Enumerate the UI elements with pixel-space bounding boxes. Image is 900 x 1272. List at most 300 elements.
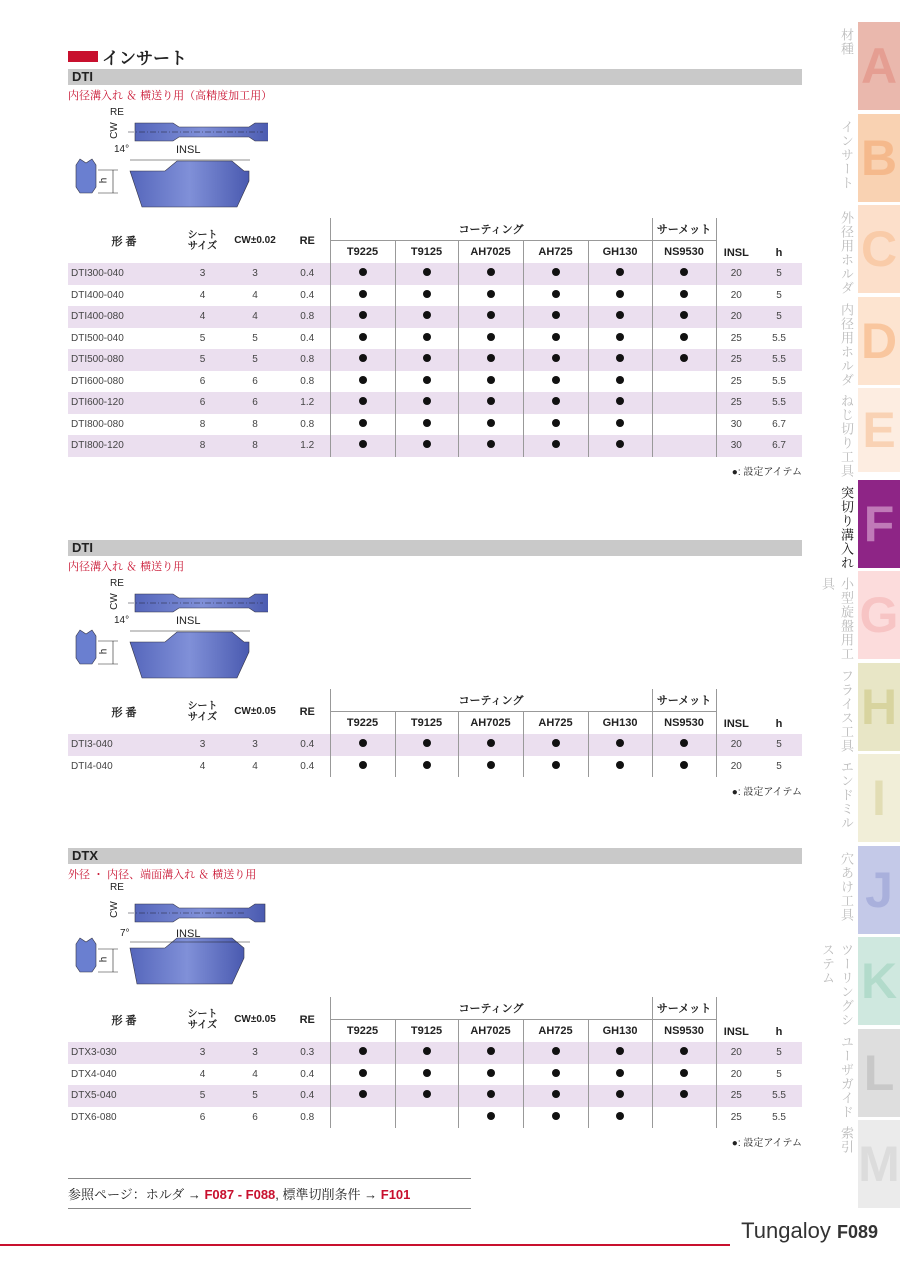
available-dot-icon: [487, 761, 495, 769]
available-dot-icon: [616, 1090, 624, 1098]
grade-cell: [523, 435, 588, 457]
available-dot-icon: [423, 290, 431, 298]
insl-cell: 25: [716, 1085, 756, 1107]
col-grade-ns9530: NS9530: [652, 1019, 716, 1042]
grade-cell: [523, 328, 588, 350]
grade-cell: [652, 734, 716, 756]
col-grade-t9225: T9225: [330, 240, 395, 263]
table-row: [68, 306, 802, 328]
insl-cell: 20: [716, 306, 756, 328]
size-cell: 3: [180, 263, 225, 285]
cutting-conditions-link[interactable]: F101: [380, 1187, 411, 1202]
grade-cell: [395, 756, 458, 778]
available-dot-icon: [359, 1090, 367, 1098]
grade-cell: [523, 349, 588, 371]
available-dot-icon: [487, 1069, 495, 1077]
model-cell: DTI4-040: [71, 760, 113, 772]
table-row: [68, 756, 802, 778]
cw-label: CW: [108, 122, 120, 139]
insl-cell: 20: [716, 285, 756, 307]
table-row: [68, 1064, 802, 1086]
size-cell: 6: [199, 375, 206, 387]
available-dot-icon: [552, 739, 560, 747]
grade-cell: [458, 392, 523, 414]
col-grade-t9125: T9125: [395, 1019, 458, 1042]
grade-cell: [588, 756, 652, 778]
grade-cell: [652, 756, 716, 778]
grade-cell: [330, 371, 395, 393]
model-cell: DTI300-040: [68, 263, 180, 285]
available-dot-icon: [616, 419, 624, 427]
insert-table: [68, 218, 802, 457]
cw-cell: 4: [252, 289, 258, 301]
insl-cell: 20: [716, 1064, 756, 1086]
available-dot-icon: [359, 311, 367, 319]
col-grade-t9125: T9125: [395, 240, 458, 263]
available-dot-icon: [552, 1047, 560, 1055]
grade-cell: [652, 371, 716, 393]
col-seat-size: シート サイズ: [187, 1008, 218, 1031]
insert-diagram: [68, 103, 802, 218]
grade-cell: [458, 371, 523, 393]
brand-name: Tungaloy: [741, 1218, 831, 1243]
available-dot-icon: [359, 354, 367, 362]
available-dot-icon: [680, 1047, 688, 1055]
col-grade-ah725: AH725: [523, 240, 588, 263]
col-insl: INSL: [716, 997, 756, 1042]
side-tab-label[interactable]: ツーリングシステム: [820, 943, 854, 1027]
tab-letter: F: [863, 495, 895, 552]
size-cell: 5: [180, 1085, 225, 1107]
grade-cell: [652, 435, 716, 457]
col-grade-ah7025: AH7025: [458, 711, 523, 734]
table-row: [68, 285, 802, 307]
side-tab-b[interactable]: [858, 114, 900, 202]
re-cell: 0.8: [300, 375, 315, 387]
available-dot-icon: [487, 290, 495, 298]
col-grade-ah725: AH725: [523, 711, 588, 734]
side-tab-label[interactable]: 材種: [839, 28, 854, 56]
available-dot-icon: [616, 1112, 624, 1120]
available-dot-icon: [359, 1069, 367, 1077]
col-grade-t9225: T9225: [330, 1019, 395, 1042]
re-cell: 0.4: [285, 263, 330, 285]
h-cell: 5: [776, 760, 782, 772]
available-dot-icon: [423, 397, 431, 405]
available-dot-icon: [680, 290, 688, 298]
re-cell: 0.4: [300, 1068, 315, 1080]
grade-cell: [395, 414, 458, 436]
grade-cell: [588, 435, 652, 457]
size-cell: 8: [180, 435, 225, 457]
angle-label: 14°: [114, 615, 130, 626]
grade-cell: [652, 328, 716, 350]
available-dot-icon: [487, 376, 495, 384]
grade-cell: [395, 435, 458, 457]
size-cell: 4: [180, 306, 225, 328]
h-cell: 5: [756, 263, 802, 285]
col-h: h: [775, 1026, 783, 1038]
h-cell: 5: [776, 289, 782, 301]
available-dot-icon: [487, 419, 495, 427]
col-h: h: [775, 718, 783, 730]
page-title: [68, 44, 187, 69]
available-dot-icon: [616, 354, 624, 362]
grade-cell: [330, 1042, 395, 1064]
grade-cell: [588, 328, 652, 350]
insert-table: [68, 689, 802, 777]
side-tab-l[interactable]: [858, 1029, 900, 1117]
insl-cell: 25: [716, 1107, 756, 1129]
angle-label: 7°: [120, 928, 130, 939]
side-tab-c[interactable]: [858, 205, 900, 293]
section-dti: [68, 540, 802, 798]
grade-cell: [588, 1085, 652, 1107]
available-dot-icon: [423, 1047, 431, 1055]
side-tab-label[interactable]: 小型旋盤用工具: [820, 577, 854, 661]
available-dot-icon: [616, 268, 624, 276]
section-title: DTI: [68, 69, 802, 85]
col-cw: CW±0.05: [234, 706, 276, 717]
tab-letter: I: [872, 770, 886, 826]
insert-table: [68, 997, 802, 1128]
available-dot-icon: [552, 1090, 560, 1098]
available-dot-icon: [359, 1047, 367, 1055]
available-dot-icon: [359, 739, 367, 747]
grade-cell: [652, 285, 716, 307]
grade-cell: [523, 1064, 588, 1086]
grade-cell: [330, 328, 395, 350]
re-cell: 0.4: [300, 289, 315, 301]
grade-cell: [523, 306, 588, 328]
section-subtitle: 内径溝入れ ＆ 横送り用: [68, 561, 185, 573]
reference-pages: [68, 1178, 471, 1209]
re-cell: 0.8: [300, 418, 315, 430]
section-dti: [68, 69, 802, 478]
available-dot-icon: [552, 419, 560, 427]
available-dot-icon: [616, 761, 624, 769]
grade-cell: [523, 756, 588, 778]
insl-cell: 20: [716, 734, 756, 756]
col-cw: CW±0.05: [234, 1014, 276, 1025]
available-dot-icon: [359, 268, 367, 276]
available-dot-icon: [423, 376, 431, 384]
col-model: 形 番: [111, 1014, 137, 1027]
side-tab-e[interactable]: [858, 388, 900, 472]
col-group-coating: コーティング: [330, 997, 652, 1019]
cw-cell: 3: [225, 263, 285, 285]
col-group-cermet: サーメット: [652, 218, 716, 240]
cw-cell: 8: [225, 435, 285, 457]
footer-brand: [741, 1218, 878, 1244]
cw-cell: 4: [252, 1068, 258, 1080]
available-dot-icon: [487, 354, 495, 362]
available-dot-icon: [552, 354, 560, 362]
grade-cell: [523, 285, 588, 307]
insert-diagram: [68, 882, 802, 997]
grade-cell: [652, 1042, 716, 1064]
available-dot-icon: [423, 1069, 431, 1077]
available-dot-icon: [487, 739, 495, 747]
grade-cell: [330, 1064, 395, 1086]
grade-cell: [588, 414, 652, 436]
available-dot-icon: [616, 290, 624, 298]
available-dot-icon: [359, 290, 367, 298]
available-dot-icon: [359, 440, 367, 448]
col-grade-gh130: GH130: [588, 240, 652, 263]
table-row: [68, 1107, 802, 1129]
tab-letter: C: [860, 221, 898, 277]
grade-cell: [652, 1064, 716, 1086]
cw-cell: 6: [252, 1111, 258, 1123]
col-group-coating: コーティング: [330, 689, 652, 711]
available-dot-icon: [552, 290, 560, 298]
model-cell: DTI600-080: [71, 375, 124, 387]
table-row: [68, 328, 802, 350]
h-cell: 5.5: [756, 392, 802, 414]
col-grade-ah725: AH725: [523, 1019, 588, 1042]
grade-cell: [523, 734, 588, 756]
grade-cell: [588, 734, 652, 756]
grade-cell: [395, 285, 458, 307]
insl-cell: 30: [716, 435, 756, 457]
grade-cell: [588, 349, 652, 371]
available-dot-icon: [680, 333, 688, 341]
title-mark: [68, 51, 98, 62]
side-tab-label[interactable]: エンドミル: [839, 760, 854, 830]
grade-cell: [458, 1064, 523, 1086]
side-tab-label[interactable]: 外径用ホルダ: [839, 211, 854, 295]
available-dot-icon: [552, 1112, 560, 1120]
cw-cell: 8: [252, 418, 258, 430]
side-tab-f[interactable]: [858, 480, 900, 568]
grade-cell: [652, 263, 716, 285]
side-tab-h[interactable]: [858, 663, 900, 751]
cw-cell: 6: [225, 392, 285, 414]
side-tab-i[interactable]: [858, 754, 900, 842]
grade-cell: [523, 1085, 588, 1107]
available-dot-icon: [359, 419, 367, 427]
re-label: RE: [110, 107, 124, 118]
tab-letter: G: [859, 587, 899, 643]
h-cell: 5.5: [756, 1085, 802, 1107]
side-tab-g[interactable]: [858, 571, 900, 659]
side-tab-label[interactable]: 穴あけ工具: [839, 851, 854, 922]
cw-cell: 3: [225, 734, 285, 756]
available-dot-icon: [423, 333, 431, 341]
side-tab-j[interactable]: [858, 846, 900, 934]
h-cell: 5: [756, 1042, 802, 1064]
available-dot-icon: [423, 311, 431, 319]
grade-cell: [458, 349, 523, 371]
side-tab-label[interactable]: インサート: [839, 119, 854, 190]
model-cell: DTI800-080: [71, 418, 124, 430]
grade-cell: [652, 414, 716, 436]
insl-cell: 25: [716, 371, 756, 393]
cw-label: CW: [108, 901, 120, 918]
cw-label: CW: [108, 593, 120, 610]
h-cell: 5.5: [772, 332, 786, 344]
grade-cell: [330, 435, 395, 457]
col-re: RE: [299, 234, 315, 247]
h-cell: 5: [756, 734, 802, 756]
section-title: DTX: [68, 848, 802, 864]
table-row: [68, 349, 802, 371]
col-grade-gh130: GH130: [588, 1019, 652, 1042]
re-cell: 0.8: [285, 349, 330, 371]
insl-cell: 20: [716, 756, 756, 778]
available-dot-icon: [487, 1047, 495, 1055]
size-cell: 4: [199, 760, 206, 772]
grade-cell: [458, 263, 523, 285]
insl-cell: 20: [716, 1042, 756, 1064]
re-cell: 0.8: [300, 1111, 315, 1123]
re-label: RE: [110, 578, 124, 589]
tab-letter: M: [858, 1136, 900, 1192]
cw-cell: 4: [225, 306, 285, 328]
legend: ●: 設定アイテム: [731, 787, 802, 798]
col-group-cermet: サーメット: [652, 997, 716, 1019]
available-dot-icon: [423, 739, 431, 747]
available-dot-icon: [359, 333, 367, 341]
available-dot-icon: [680, 739, 688, 747]
grade-cell: [652, 1085, 716, 1107]
cw-cell: 5: [225, 349, 285, 371]
h-cell: 6.7: [756, 435, 802, 457]
grade-cell: [588, 1064, 652, 1086]
side-tab-label[interactable]: ユーザガイド: [839, 1034, 854, 1119]
grade-cell: [395, 263, 458, 285]
col-grade-ah7025: AH7025: [458, 240, 523, 263]
table-row: [68, 414, 802, 436]
table-row: [68, 435, 802, 457]
model-cell: DTI600-120: [68, 392, 180, 414]
available-dot-icon: [487, 1090, 495, 1098]
model-cell: DTX3-030: [68, 1042, 180, 1064]
insl-cell: 20: [716, 263, 756, 285]
available-dot-icon: [552, 397, 560, 405]
legend: ●: 設定アイテム: [731, 1138, 802, 1149]
size-cell: 5: [199, 332, 206, 344]
re-cell: 0.4: [300, 332, 315, 344]
side-tab-a[interactable]: [858, 22, 900, 110]
grade-cell: [395, 734, 458, 756]
grade-cell: [395, 328, 458, 350]
size-cell: 8: [199, 418, 206, 430]
available-dot-icon: [616, 1047, 624, 1055]
insl-label: INSL: [176, 928, 201, 940]
footer-line: [0, 1244, 730, 1246]
col-seat-size: シート サイズ: [187, 229, 218, 252]
ref-mid: , 標準切削条件 →: [275, 1187, 378, 1202]
holder-pages-link[interactable]: F087 - F088: [204, 1187, 276, 1202]
model-cell: DTI400-080: [68, 306, 180, 328]
side-tab-label[interactable]: ねじ切り工具: [839, 394, 854, 478]
grade-cell: [330, 1107, 395, 1129]
tab-letter: D: [860, 312, 898, 369]
available-dot-icon: [359, 397, 367, 405]
col-model: 形 番: [111, 706, 137, 719]
table-row: [68, 1042, 802, 1064]
model-cell: DTI500-080: [68, 349, 180, 371]
available-dot-icon: [487, 268, 495, 276]
model-cell: DTI800-120: [68, 435, 180, 457]
cw-cell: 4: [252, 760, 258, 772]
grade-cell: [330, 349, 395, 371]
available-dot-icon: [552, 333, 560, 341]
side-tab-k[interactable]: [858, 937, 900, 1025]
re-cell: 0.8: [285, 306, 330, 328]
table-row: [68, 734, 802, 756]
col-group-coating: コーティング: [330, 218, 652, 240]
grade-cell: [588, 392, 652, 414]
grade-cell: [458, 328, 523, 350]
available-dot-icon: [616, 311, 624, 319]
grade-cell: [588, 285, 652, 307]
available-dot-icon: [680, 311, 688, 319]
col-group-cermet: サーメット: [652, 689, 716, 711]
grade-cell: [395, 1064, 458, 1086]
re-cell: 0.4: [285, 734, 330, 756]
size-cell: 3: [180, 1042, 225, 1064]
insl-label: INSL: [176, 144, 201, 156]
available-dot-icon: [487, 440, 495, 448]
col-insl: INSL: [716, 218, 756, 263]
side-tab-label[interactable]: フライス工具: [839, 668, 854, 753]
grade-cell: [523, 263, 588, 285]
col-grade-ah7025: AH7025: [458, 1019, 523, 1042]
available-dot-icon: [680, 1069, 688, 1077]
side-tab-m[interactable]: [858, 1120, 900, 1208]
grade-cell: [588, 1042, 652, 1064]
available-dot-icon: [552, 376, 560, 384]
model-cell: DTI400-040: [71, 289, 124, 301]
size-cell: 6: [180, 392, 225, 414]
side-tab-label[interactable]: 突切り溝入れ: [839, 485, 854, 570]
grade-cell: [330, 306, 395, 328]
grade-cell: [458, 306, 523, 328]
available-dot-icon: [616, 739, 624, 747]
h-cell: 5.5: [756, 349, 802, 371]
col-grade-ns9530: NS9530: [652, 240, 716, 263]
size-cell: 3: [180, 734, 225, 756]
available-dot-icon: [616, 440, 624, 448]
side-tab-label[interactable]: 索引: [839, 1126, 854, 1154]
col-cw: CW±0.02: [234, 235, 276, 246]
tab-letter: A: [860, 38, 898, 94]
h-cell: 5: [776, 1068, 782, 1080]
re-cell: 1.2: [285, 392, 330, 414]
page-number: F089: [836, 1222, 878, 1242]
grade-cell: [395, 392, 458, 414]
col-grade-t9225: T9225: [330, 711, 395, 734]
page-title-text: インサート: [102, 49, 187, 68]
grade-cell: [330, 756, 395, 778]
side-tab-label[interactable]: 内径用ホルダ: [839, 302, 854, 387]
grade-cell: [652, 392, 716, 414]
h-label: h: [98, 956, 110, 963]
available-dot-icon: [487, 333, 495, 341]
size-cell: 4: [199, 1068, 206, 1080]
available-dot-icon: [616, 1069, 624, 1077]
grade-cell: [652, 349, 716, 371]
section-dtx: [68, 848, 802, 1149]
h-cell: 5: [756, 306, 802, 328]
grade-cell: [395, 371, 458, 393]
available-dot-icon: [680, 268, 688, 276]
side-tab-d[interactable]: [858, 297, 900, 385]
grade-cell: [330, 414, 395, 436]
